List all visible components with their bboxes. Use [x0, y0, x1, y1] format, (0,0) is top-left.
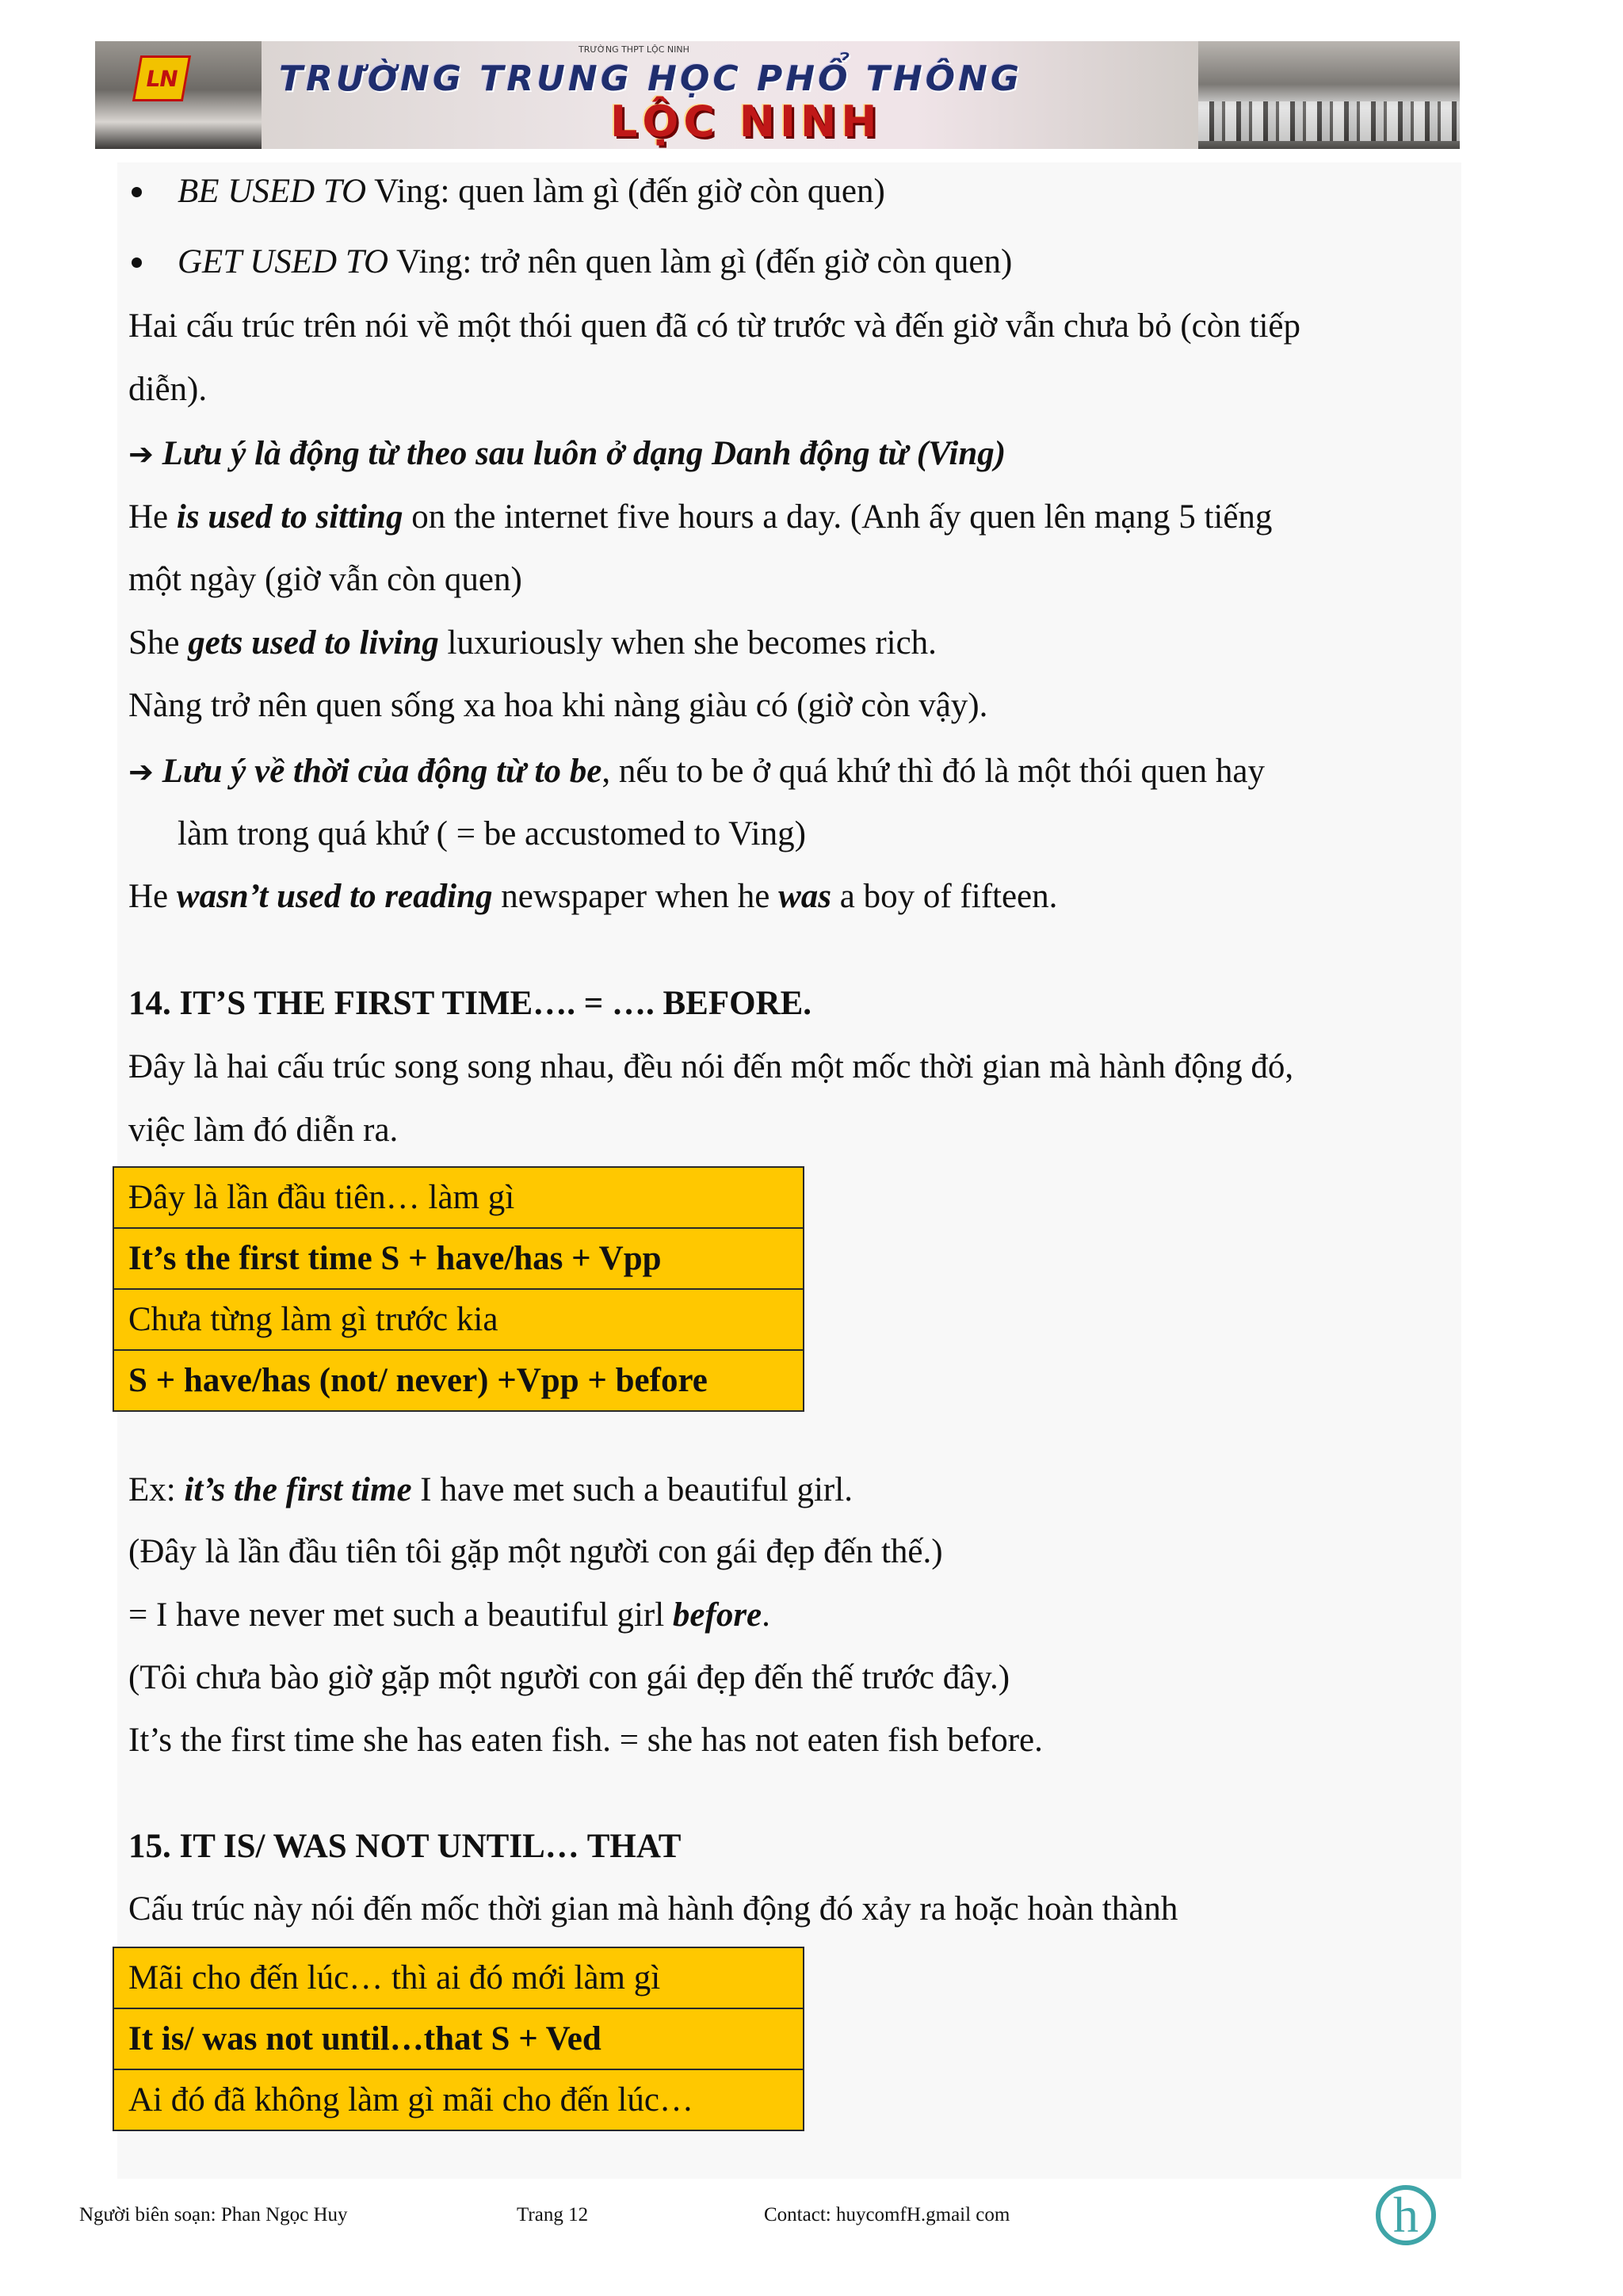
example-line: He is used to sitting on the internet five hours a day. (Anh ấy quen lên mạng 5 tiếng — [128, 498, 1273, 536]
example-translation: (Đây là lần đầu tiên tôi gặp một người con gái đẹp đến thế.) — [128, 1533, 943, 1570]
structure-table-15 — [113, 1947, 804, 2131]
note-ving: ➔ Lưu ý là động từ theo sau luôn ở dạng Danh động từ (Ving) — [128, 435, 1006, 472]
example-line: She gets used to living luxuriously when she becomes rich. — [128, 624, 937, 662]
paragraph-line: diễn). — [128, 371, 208, 408]
bullet-get-used-to: GET USED TO Ving: trở nên quen làm gì (đến giờ còn quen) — [178, 243, 1013, 280]
arrow-right-icon: ➔ — [128, 754, 154, 789]
banner-small-text: TRƯỜNG THPT LỘC NINH — [579, 44, 689, 55]
section-15-heading: 15. IT IS/ WAS NOT UNTIL… THAT — [128, 1828, 682, 1865]
table-cell: Chưa từng làm gì trước kia — [113, 1289, 804, 1350]
table-cell: Đây là lần đầu tiên… làm gì — [113, 1167, 804, 1228]
banner-school-type: TRƯỜNG TRUNG HỌC PHỔ THÔNG — [279, 59, 1022, 99]
section-15-intro: Cấu trúc này nói đến mốc thời gian mà hành động đó xảy ra hoặc hoàn thành — [128, 1890, 1178, 1928]
h-logo-icon: h — [1376, 2185, 1436, 2245]
example-line: = I have never met such a beautiful girl before. — [128, 1596, 770, 1634]
section-14-intro: Đây là hai cấu trúc song song nhau, đều nói đến một mốc thời gian mà hành động đó, — [128, 1048, 1294, 1085]
bullet-be-used-to: BE USED TO Ving: quen làm gì (đến giờ còn quen) — [178, 173, 885, 210]
school-logo-icon: LN — [132, 55, 191, 101]
example-translation: Nàng trở nên quen sống xa hoa khi nàng giàu có (giờ còn vậy). — [128, 687, 988, 724]
structure-table-14 — [113, 1166, 804, 1412]
footer-page-number: Trang 12 — [517, 2204, 589, 2225]
note-to-be: ➔ Lưu ý về thời của động từ to be, nếu to be ở quá khứ thì đó là một thói quen hay — [128, 753, 1265, 790]
table-cell: It’s the first time S + have/has + Vpp — [113, 1228, 804, 1289]
example-line: It’s the first time she has eaten fish. = she has not eaten fish before. — [128, 1722, 1043, 1759]
bullet-dot-icon — [132, 257, 142, 268]
table-cell: It is/ was not until…that S + Ved — [113, 2008, 804, 2069]
example-line: Ex: it’s the first time I have met such a beautiful girl. — [128, 1471, 853, 1508]
bullet-dot-icon — [132, 187, 142, 197]
section-14-heading: 14. IT’S THE FIRST TIME…. = …. BEFORE. — [128, 985, 812, 1022]
arrow-right-icon: ➔ — [128, 437, 154, 471]
footer-contact: Contact: huycomfH.gmail com — [764, 2204, 1010, 2225]
example-line: một ngày (giờ vẫn còn quen) — [128, 561, 522, 598]
table-cell: S + have/has (not/ never) +Vpp + before — [113, 1350, 804, 1411]
note-line: làm trong quá khứ ( = be accustomed to Ving) — [178, 815, 806, 852]
paragraph-line: Hai cấu trúc trên nói về một thói quen đã có từ trước và đến giờ vẫn chưa bỏ (còn tiếp — [128, 307, 1300, 345]
table-cell: Ai đó đã không làm gì mãi cho đến lúc… — [113, 2069, 804, 2130]
section-14-intro: việc làm đó diễn ra. — [128, 1112, 399, 1149]
example-line: He wasn’t used to reading newspaper when he was a boy of fifteen. — [128, 878, 1058, 915]
example-translation: (Tôi chưa bào giờ gặp một người con gái đẹp đến thế trước đây.) — [128, 1659, 1010, 1696]
banner-school-name: LỘC NINH — [610, 97, 882, 147]
table-cell: Mãi cho đến lúc… thì ai đó mới làm gì — [113, 1947, 804, 2008]
footer-author: Người biên soạn: Phan Ngọc Huy — [79, 2204, 348, 2225]
school-banner — [95, 41, 1460, 149]
